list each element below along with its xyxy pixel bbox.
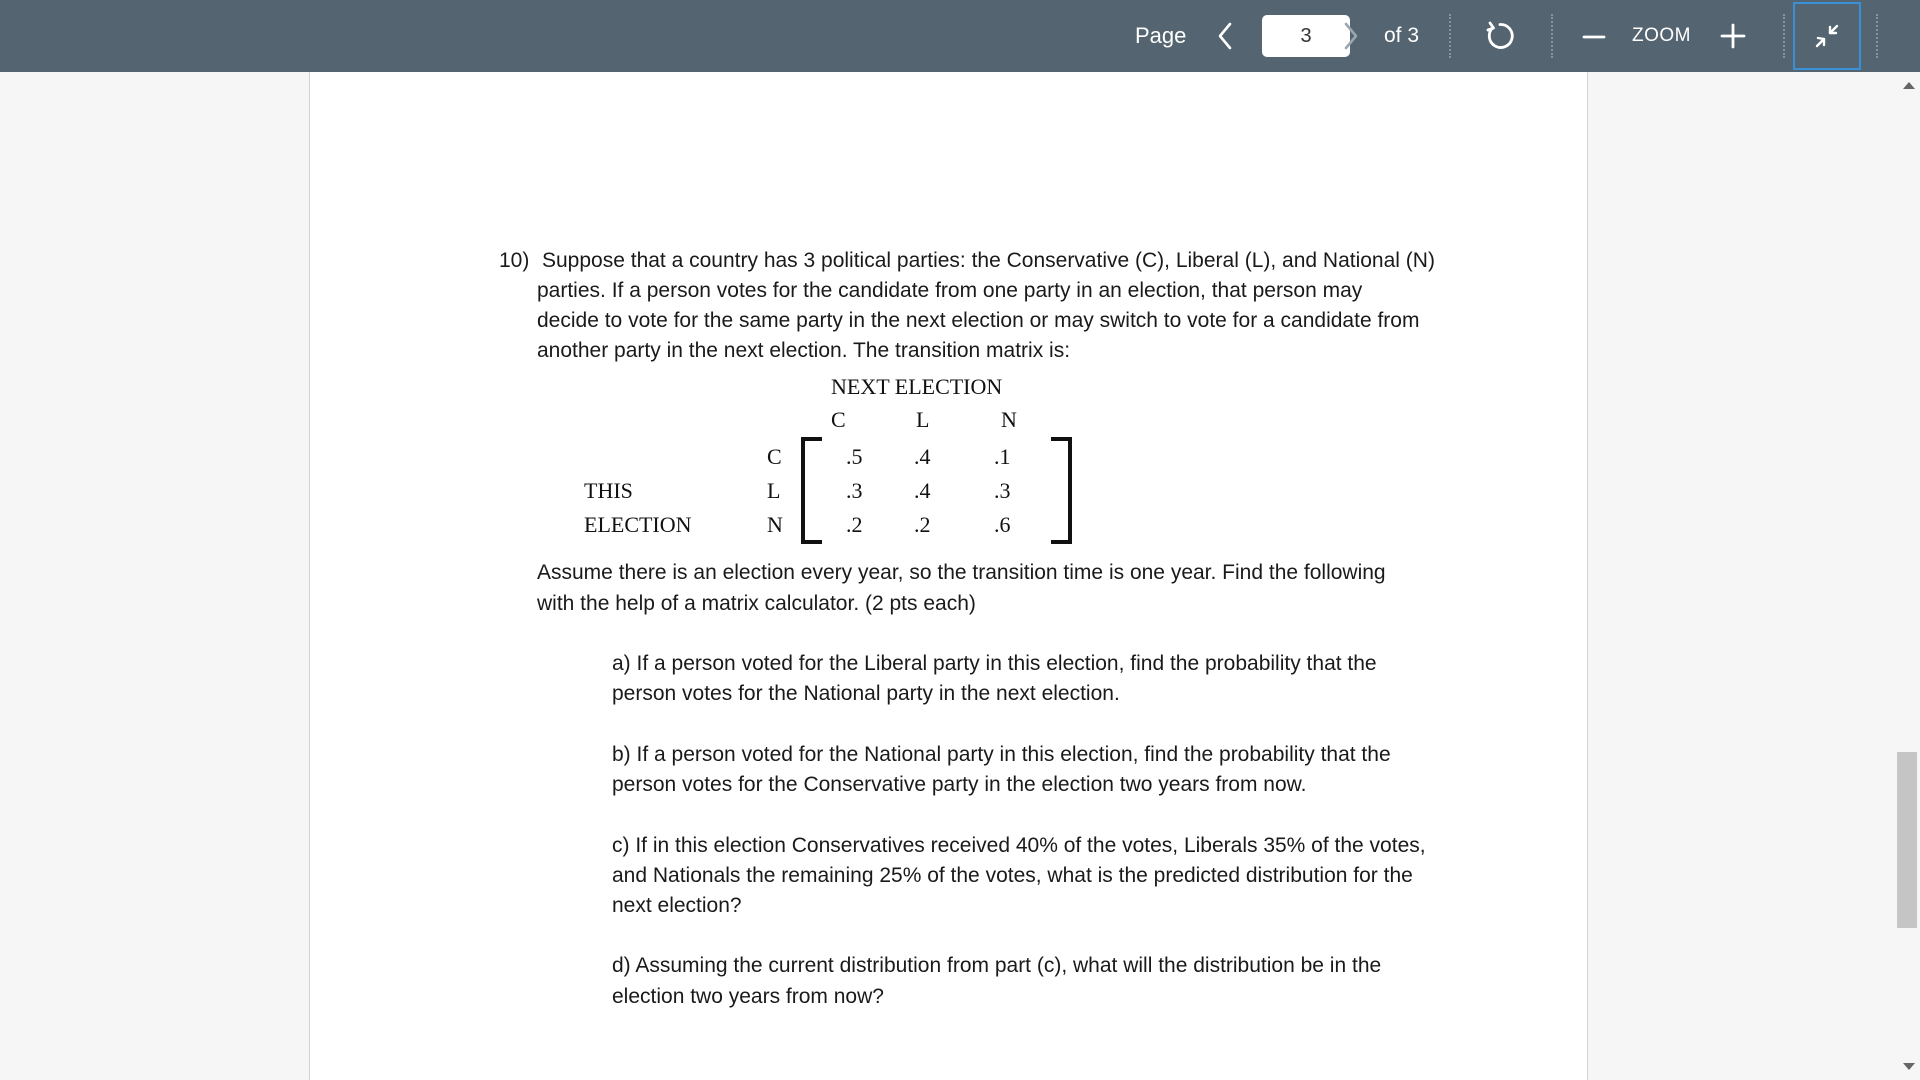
part-c-line: next election? (612, 894, 742, 917)
page-count: of 3 (1384, 24, 1420, 47)
matrix-row-label: C (767, 444, 782, 469)
part-b-line: b) If a person voted for the National party in this election, find the probability that the (612, 743, 1391, 766)
matrix-row-label: L (767, 478, 781, 503)
minus-icon (1582, 24, 1606, 48)
intro-line: parties. If a person votes for the candidate from one party in an election, that person may (537, 279, 1363, 302)
toolbar-divider (1783, 14, 1785, 58)
matrix-cell: .2 (914, 512, 931, 537)
intro-line: another party in the next election. The transition matrix is: (537, 339, 1071, 362)
toolbar-divider (1449, 14, 1451, 58)
zoom-in-button[interactable] (1716, 18, 1750, 54)
matrix-col-label: C (831, 407, 846, 432)
matrix-row-label: N (767, 512, 783, 537)
rotate-button[interactable] (1480, 16, 1520, 56)
next-page-button[interactable] (1336, 20, 1366, 52)
matrix-cell: .5 (846, 444, 863, 469)
part-d-line: election two years from now? (612, 985, 884, 1008)
exit-fullscreen-button[interactable] (1793, 2, 1861, 70)
part-b-line: person votes for the Conservative party in the election two years from now. (612, 773, 1307, 796)
intro-line: Suppose that a country has 3 political parties: the Conservative (C), Liberal (L), and National (N) (542, 249, 1435, 272)
matrix-cell: .2 (846, 512, 863, 537)
assume-line: with the help of a matrix calculator. (2 pts each) (537, 592, 976, 615)
chevron-left-icon (1217, 22, 1233, 50)
assume-line: Assume there is an election every year, so the transition time is one year. Find the following (537, 561, 1386, 584)
page-label: Page (1135, 23, 1187, 48)
toolbar-divider (1876, 14, 1878, 58)
matrix-side-label: ELECTION (584, 512, 692, 537)
question-number: 10) (499, 249, 530, 272)
matrix-cell: .1 (994, 444, 1011, 469)
zoom-label: ZOOM (1632, 25, 1691, 46)
intro-line: decide to vote for the same party in the next election or may switch to vote for a candidate from (537, 309, 1420, 332)
scroll-down-arrow-icon[interactable] (1903, 1063, 1915, 1070)
toolbar (0, 0, 1920, 72)
matrix-col-label: N (1001, 407, 1017, 432)
exit-fullscreen-icon (1813, 22, 1841, 50)
matrix-left-bracket (800, 437, 825, 544)
vertical-scrollbar[interactable] (1896, 72, 1920, 1080)
part-c-line: and Nationals the remaining 25% of the votes, what is the predicted distribution for the (612, 864, 1413, 887)
matrix-cell: .3 (994, 478, 1011, 503)
matrix-top-label: NEXT ELECTION (831, 374, 1003, 399)
scroll-thumb[interactable] (1897, 752, 1917, 928)
zoom-out-button[interactable] (1578, 20, 1610, 52)
matrix-col-label: L (916, 407, 930, 432)
matrix-cell: .6 (994, 512, 1011, 537)
document-page (309, 72, 1588, 1080)
part-c-line: c) If in this election Conservatives received 40% of the votes, Liberals 35% of the votes, (612, 834, 1426, 857)
chevron-right-icon (1343, 22, 1359, 50)
matrix-cell: .3 (846, 478, 863, 503)
previous-page-button[interactable] (1210, 20, 1240, 52)
part-d-line: d) Assuming the current distribution from part (c), what will the distribution be in the (612, 954, 1382, 977)
matrix-cell: .4 (914, 478, 931, 503)
part-a-line: person votes for the National party in the next election. (612, 682, 1120, 705)
matrix-right-bracket (1048, 437, 1073, 544)
document-viewer[interactable] (0, 72, 1920, 1080)
matrix-side-label: THIS (584, 478, 633, 503)
part-a-line: a) If a person voted for the Liberal party in this election, find the probability that the (612, 652, 1377, 675)
scroll-up-arrow-icon[interactable] (1903, 82, 1915, 89)
matrix-cell: .4 (914, 444, 931, 469)
plus-icon (1720, 23, 1746, 49)
rotate-icon (1484, 20, 1516, 52)
toolbar-divider (1551, 14, 1553, 58)
